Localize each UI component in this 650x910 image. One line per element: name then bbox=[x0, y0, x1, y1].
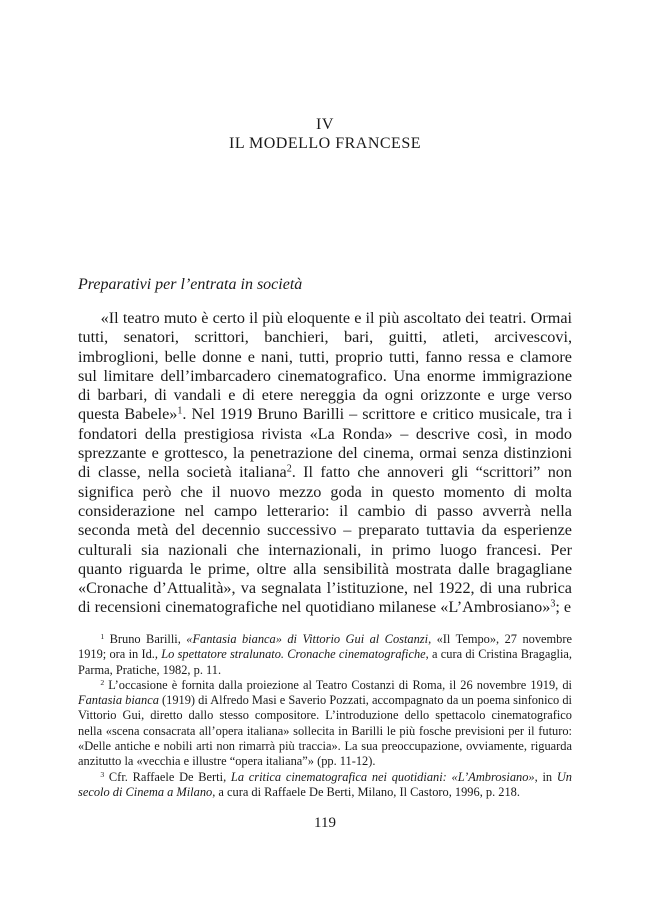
footnote-text: , a cura di Raffaele De Berti, Milano, Il Castoro, 1996, p. 218. bbox=[212, 784, 520, 799]
chapter-number: IV bbox=[316, 116, 334, 133]
footnote-number: 3 bbox=[100, 769, 105, 779]
body-sentence-3: . Il fatto che annoveri gli “scrittori” non significa però che il nuovo mezzo goda in questo momento di molta considerazione nel campo letterario: il cambio di passo avverrà nella seconda metà del decennio successivo – preparato tuttavia da esperienze culturali sia nazionali che internazionali, in primo luogo francesi. Per quanto riguarda le prime, oltre alla sensibilità mostrata dalle bragagliane «Cronache d’Attualità», va segnalata l’istituzione, nel 1922, di una rubrica di recensioni cinematografiche nel quotidiano milanese «L’Ambrosiano» bbox=[78, 463, 572, 617]
footnote-number: 1 bbox=[100, 631, 105, 641]
section-title: Preparativi per l’entrata in società bbox=[78, 276, 303, 293]
page-number: 119 bbox=[314, 815, 336, 831]
footnote-ref-1: 1 bbox=[177, 405, 183, 417]
body-text bbox=[78, 309, 572, 618]
footnotes bbox=[78, 632, 572, 800]
footnote-title: Un secolo di Cinema a Milano bbox=[78, 769, 573, 799]
footnote-text: , in bbox=[534, 769, 557, 784]
chapter-heading bbox=[0, 115, 650, 153]
footnote-1 bbox=[78, 632, 572, 678]
footnote-ref-3: 3 bbox=[550, 598, 556, 610]
body-sentence-2: . Nel 1919 Bruno Barilli – scrittore e critico musicale, tra i fondatori della prestigiosa rivista «La Ronda» – descrive così, in modo sprezzante e grottesco, la penetrazione del cinema, ormai senza distinzioni di classe, nella società italiana bbox=[78, 405, 573, 482]
footnote-text: Cfr. Raffaele De Berti, bbox=[108, 769, 231, 784]
footnote-number: 2 bbox=[100, 677, 105, 687]
footnote-ref-2: 2 bbox=[286, 463, 292, 475]
footnote-title: «Fantasia bianca» di Vittorio Gui al Costanzi bbox=[186, 632, 429, 646]
footnote-text: L’occasione è fornita dalla proiezione al Teatro Costanzi di Roma, il 26 novembre 1919, di bbox=[108, 677, 572, 692]
footnote-title: La critica cinematografica nei quotidiani: «L’Ambrosiano» bbox=[230, 769, 535, 784]
footnote-title: Lo spettatore stralunato. Cronache cinematografiche bbox=[161, 647, 426, 662]
footnote-text: (1919) di Alfredo Masi e Saverio Pozzati, accompagnato da un poema sinfonico di Vittorio Gui, diretto dallo stesso compositore. L’introduzione dello spettacolo cinematografico nella «scena consacrata all’opera italiana» sollecita in Barilli le più fosche previsioni per il futuro: «Delle antiche e nobili arti non rimarrà più traccia». La sua preoccupazione, ovviamente, riguarda anzitutto la «vecchia e illustre “opera italiana”» (pp. 11-12). bbox=[78, 693, 572, 769]
body-sentence-1: «Il teatro muto è certo il più eloquente e il più ascoltato dei teatri. Ormai tutti, senatori, scrittori, banchieri, bari, guitti, atleti, arcivescovi, imbroglioni, belle donne e nani, tutti, proprio tutti, fanno ressa e clamore sul limitare dell’imbarcadero cinematografico. Una enorme immigrazione di barbari, di vandali e di etere nereggia da ogni orizzonte e urge verso questa Babele» bbox=[78, 309, 572, 424]
footnote-text: , «Il Tempo», 27 novembre 1919; ora in Id., bbox=[78, 632, 572, 662]
footnote-text: , a cura di Cristina Bragaglia, Parma, Pratiche, 1982, p. 11. bbox=[78, 647, 572, 677]
footnote-2 bbox=[78, 678, 572, 770]
footnote-text: Bruno Barilli, bbox=[109, 632, 187, 646]
footnote-3 bbox=[78, 770, 572, 801]
body-sentence-4: ; e bbox=[555, 598, 572, 617]
footnote-title: Fantasia bianca bbox=[78, 693, 159, 708]
chapter-title: IL MODELLO FRANCESE bbox=[228, 135, 421, 152]
body-paragraph bbox=[78, 309, 572, 618]
